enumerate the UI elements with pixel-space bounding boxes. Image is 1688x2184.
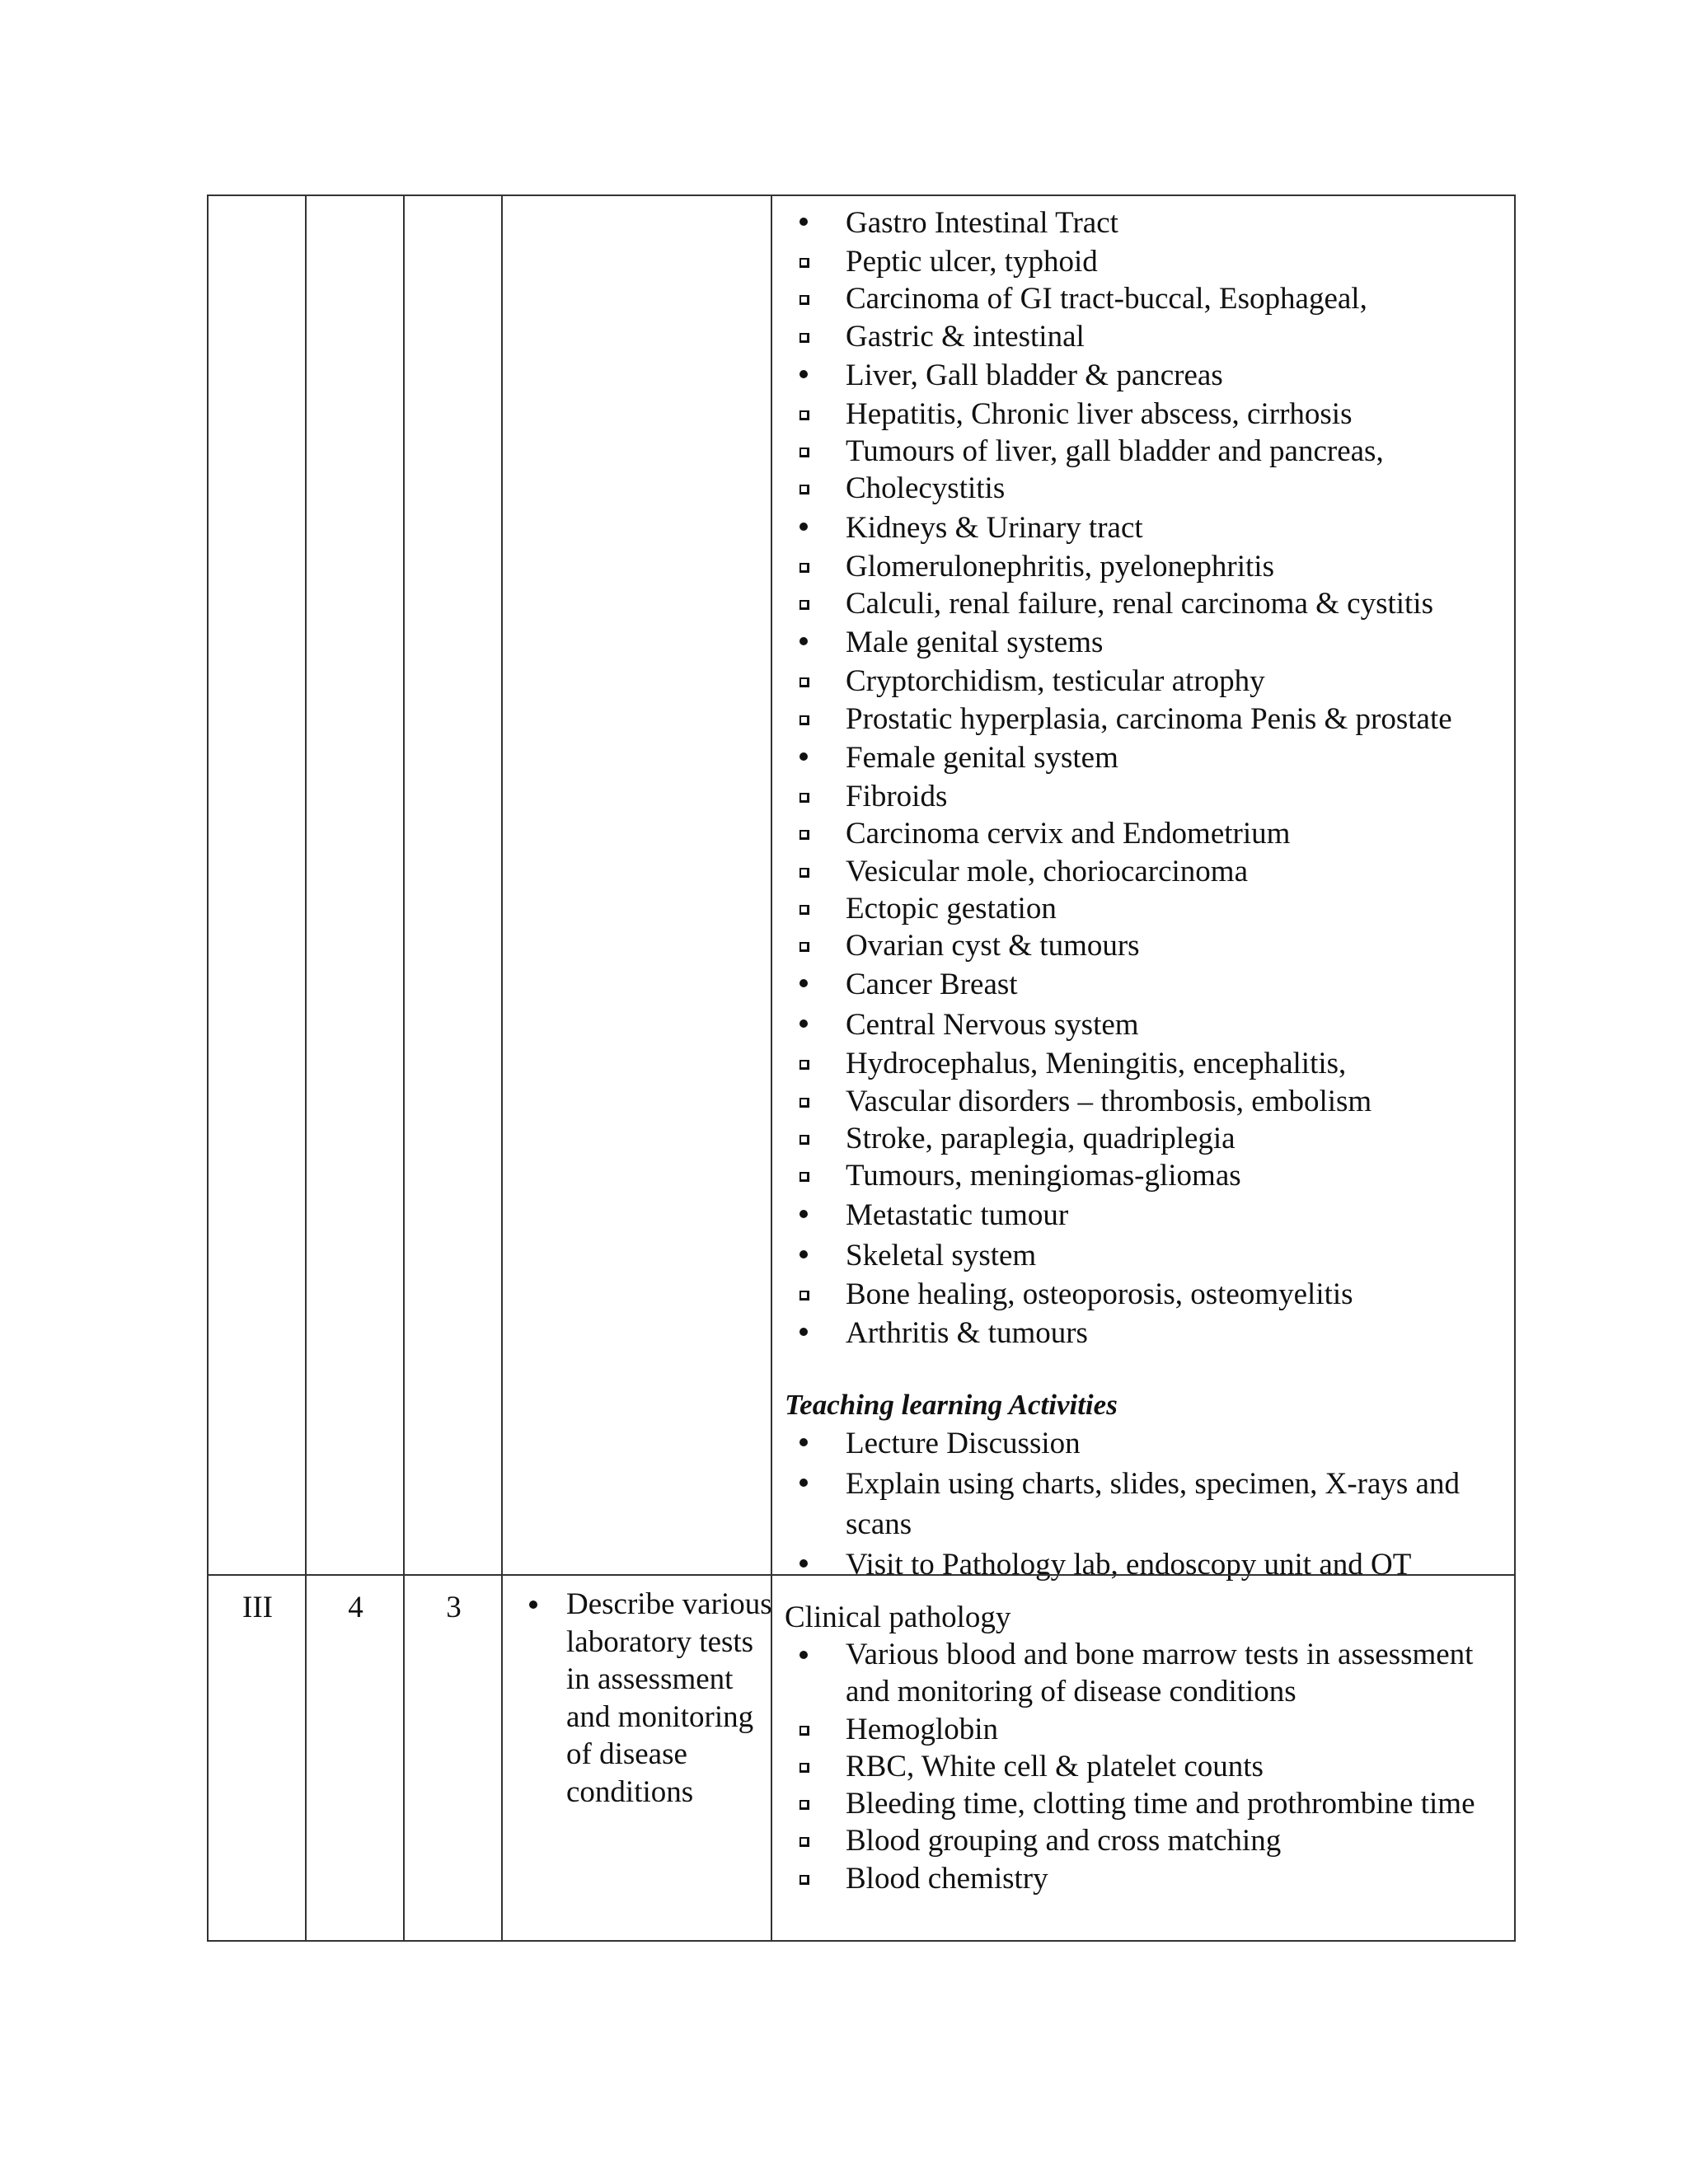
list-item-text: Visit to Pathology lab, endoscopy unit and OT bbox=[846, 1547, 1412, 1582]
square-bullet-icon bbox=[785, 890, 834, 927]
list-item-text: Bone healing, osteoporosis, osteomyelitis bbox=[846, 1277, 1353, 1311]
list-item-text: Hydrocephalus, Meningitis, encephalitis, bbox=[846, 1047, 1347, 1081]
bullet-icon bbox=[785, 203, 834, 240]
list-item bbox=[785, 280, 1514, 317]
list-item-text: Hemoglobin bbox=[846, 1712, 998, 1746]
square-bullet-icon bbox=[785, 1157, 834, 1194]
table-row bbox=[207, 1574, 1516, 1942]
square-bullet-icon bbox=[785, 396, 834, 433]
list-item bbox=[785, 1785, 1514, 1822]
column-divider bbox=[501, 196, 503, 1574]
content-cell bbox=[772, 196, 1514, 1582]
list-item-text: Peptic ulcer, typhoid bbox=[846, 245, 1098, 279]
square-bullet-icon bbox=[785, 585, 834, 622]
theory-hours: 4 bbox=[348, 1591, 363, 1624]
list-item bbox=[785, 1235, 1514, 1276]
list-item-text: Kidneys & Urinary tract bbox=[846, 510, 1143, 545]
list-item-text: Explain using charts, slides, specimen, X-rays and scans bbox=[846, 1466, 1460, 1541]
square-bullet-icon bbox=[785, 701, 834, 738]
list-item bbox=[785, 396, 1514, 433]
list-item-text: Stroke, paraplegia, quadriplegia bbox=[846, 1122, 1236, 1156]
square-bullet-icon bbox=[785, 280, 834, 317]
list-item bbox=[785, 1711, 1514, 1748]
square-bullet-icon bbox=[785, 927, 834, 964]
list-item-text: Various blood and bone marrow tests in assessment and monitoring of disease conditions bbox=[846, 1638, 1474, 1709]
list-item-text: Tumours, meningiomas-gliomas bbox=[846, 1159, 1241, 1193]
list-item bbox=[785, 1313, 1514, 1353]
bullet-icon bbox=[785, 738, 834, 775]
list-item bbox=[785, 1748, 1514, 1785]
list-item bbox=[785, 1464, 1514, 1544]
square-bullet-icon bbox=[785, 853, 834, 890]
list-item-text: RBC, White cell & platelet counts bbox=[846, 1749, 1264, 1783]
bullet-icon bbox=[785, 1195, 834, 1232]
bullet-icon bbox=[785, 508, 834, 545]
bullet-icon bbox=[785, 964, 834, 1001]
square-bullet-icon bbox=[785, 1120, 834, 1157]
list-item bbox=[785, 1195, 1514, 1235]
square-bullet-icon bbox=[785, 1711, 834, 1748]
list-item-text: Cryptorchidism, testicular atrophy bbox=[846, 664, 1265, 699]
list-item bbox=[785, 1120, 1514, 1157]
square-bullet-icon bbox=[785, 1083, 834, 1120]
list-item bbox=[785, 318, 1514, 355]
list-item-text: Gastro Intestinal Tract bbox=[846, 206, 1118, 240]
list-item-text: Skeletal system bbox=[846, 1238, 1037, 1272]
bullet-icon bbox=[785, 1423, 834, 1460]
bullet-icon bbox=[785, 622, 834, 659]
list-item bbox=[785, 1636, 1514, 1711]
list-item bbox=[785, 203, 1514, 243]
square-bullet-icon bbox=[785, 778, 834, 815]
list-item-text: Glomerulonephritis, pyelonephritis bbox=[846, 549, 1274, 583]
column-divider bbox=[305, 1576, 307, 1940]
column-divider bbox=[403, 196, 405, 1574]
list-item bbox=[785, 355, 1514, 396]
list-item-text: Hepatitis, Chronic liver abscess, cirrhosis bbox=[846, 396, 1353, 431]
activities-list bbox=[785, 1423, 1514, 1585]
list-item bbox=[785, 701, 1514, 738]
list-item bbox=[785, 548, 1514, 585]
bullet-icon bbox=[785, 1313, 834, 1350]
list-item bbox=[785, 853, 1514, 890]
list-item-text: Carcinoma of GI tract-buccal, Esophageal, bbox=[846, 282, 1367, 316]
list-item-text: Blood chemistry bbox=[846, 1861, 1048, 1896]
bullet-icon bbox=[785, 1464, 834, 1501]
theory-hours-cell bbox=[307, 196, 405, 1574]
list-item bbox=[785, 508, 1514, 548]
list-item bbox=[785, 1005, 1514, 1045]
column-divider bbox=[501, 1576, 503, 1940]
list-item-text: Fibroids bbox=[846, 779, 948, 813]
objectives-cell bbox=[503, 1576, 772, 1940]
list-item bbox=[785, 1157, 1514, 1194]
bullet-icon bbox=[785, 1005, 834, 1042]
list-item bbox=[785, 927, 1514, 964]
list-item-text: Central Nervous system bbox=[846, 1008, 1139, 1043]
list-item bbox=[785, 1083, 1514, 1120]
column-divider bbox=[403, 1576, 405, 1940]
list-item bbox=[785, 243, 1514, 280]
list-item bbox=[785, 622, 1514, 663]
list-item-text: Vesicular mole, choriocarcinoma bbox=[846, 854, 1248, 888]
list-item-text: Vascular disorders – thrombosis, embolism bbox=[846, 1084, 1372, 1118]
list-item bbox=[785, 470, 1514, 507]
square-bullet-icon bbox=[785, 318, 834, 355]
column-divider bbox=[771, 196, 772, 1574]
list-item bbox=[785, 433, 1514, 470]
list-item-text: Male genital systems bbox=[846, 626, 1104, 660]
list-item bbox=[785, 890, 1514, 927]
activities-heading: Teaching learning Activities bbox=[785, 1388, 1118, 1421]
list-item-text: Describe various laboratory tests in assessment and monitoring of disease conditions bbox=[566, 1587, 772, 1809]
square-bullet-icon bbox=[785, 1860, 834, 1897]
unit-cell bbox=[209, 196, 307, 1574]
square-bullet-icon bbox=[785, 1785, 834, 1822]
objectives-cell bbox=[503, 196, 772, 1574]
column-divider bbox=[771, 1576, 772, 1940]
list-item-text: Tumours of liver, gall bladder and pancreas, bbox=[846, 434, 1384, 469]
list-item bbox=[785, 815, 1514, 852]
list-item-text: Blood grouping and cross matching bbox=[846, 1824, 1282, 1858]
column-divider bbox=[305, 196, 307, 1574]
practical-hours-cell bbox=[405, 196, 503, 1574]
content-cell bbox=[772, 1576, 1514, 1940]
square-bullet-icon bbox=[785, 1276, 834, 1313]
square-bullet-icon bbox=[785, 1748, 834, 1785]
list-item bbox=[785, 585, 1514, 622]
square-bullet-icon bbox=[785, 470, 834, 507]
square-bullet-icon bbox=[785, 815, 834, 852]
list-item-text: Gastric & intestinal bbox=[846, 319, 1085, 354]
list-item-text: Prostatic hyperplasia, carcinoma Penis & prostate bbox=[846, 701, 1452, 736]
list-item-text: Bleeding time, clotting time and prothrombine time bbox=[846, 1787, 1475, 1821]
list-item bbox=[785, 1860, 1514, 1897]
square-bullet-icon bbox=[785, 663, 834, 700]
list-item-text: Ovarian cyst & tumours bbox=[846, 929, 1140, 963]
list-item bbox=[785, 1822, 1514, 1859]
square-bullet-icon bbox=[785, 1045, 834, 1082]
list-item-text: Female genital system bbox=[846, 740, 1118, 775]
square-bullet-icon bbox=[785, 433, 834, 470]
bullet-icon bbox=[785, 1235, 834, 1272]
list-item bbox=[785, 1276, 1514, 1313]
list-item-text: Cholecystitis bbox=[846, 471, 1006, 506]
list-item-text: Liver, Gall bladder & pancreas bbox=[846, 358, 1223, 392]
list-item bbox=[785, 964, 1514, 1005]
list-item bbox=[785, 663, 1514, 700]
list-item bbox=[785, 738, 1514, 778]
content-list bbox=[785, 1636, 1514, 1897]
syllabus-table bbox=[207, 194, 1516, 1942]
square-bullet-icon bbox=[785, 548, 834, 585]
list-item bbox=[785, 1045, 1514, 1082]
list-item-text: Calculi, renal failure, renal carcinoma & cystitis bbox=[846, 587, 1433, 621]
bullet-icon bbox=[785, 355, 834, 392]
square-bullet-icon bbox=[785, 1822, 834, 1859]
list-item-text: Lecture Discussion bbox=[846, 1426, 1081, 1460]
list-item-text: Metastatic tumour bbox=[846, 1197, 1069, 1232]
list-item-text: Ectopic gestation bbox=[846, 891, 1057, 926]
list-item-text: Cancer Breast bbox=[846, 968, 1018, 1002]
unit-number: III bbox=[242, 1591, 273, 1624]
list-item-text: Carcinoma cervix and Endometrium bbox=[846, 817, 1291, 851]
list-item bbox=[785, 1423, 1514, 1464]
practical-hours: 3 bbox=[446, 1591, 462, 1624]
bullet-icon bbox=[785, 1636, 834, 1673]
list-item bbox=[785, 778, 1514, 815]
bullet-icon bbox=[514, 1586, 564, 1623]
list-item bbox=[514, 1586, 772, 1811]
content-list bbox=[785, 203, 1514, 1353]
content-title: Clinical pathology bbox=[785, 1601, 1011, 1634]
square-bullet-icon bbox=[785, 243, 834, 280]
objectives-list bbox=[503, 1576, 772, 1811]
list-item-text: Arthritis & tumours bbox=[846, 1315, 1088, 1350]
table-row bbox=[207, 194, 1516, 1582]
